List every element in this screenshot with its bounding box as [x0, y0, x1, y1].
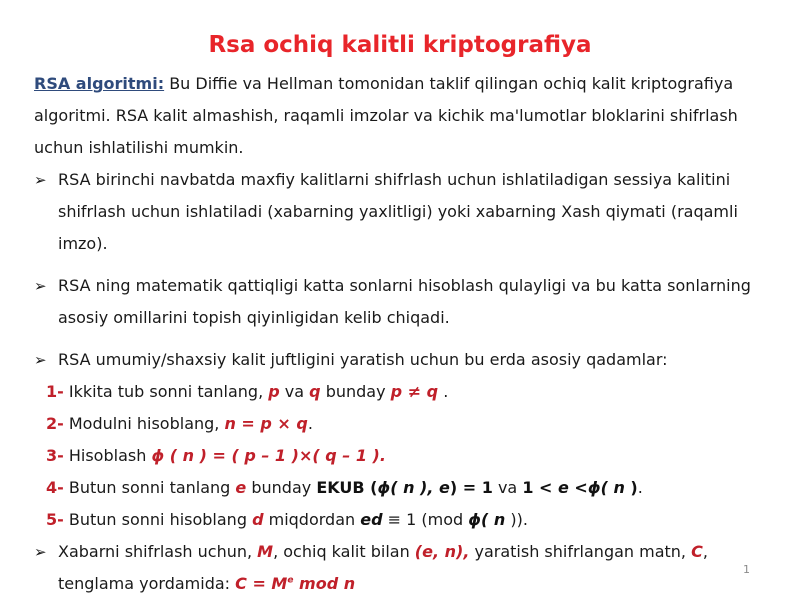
math-formula: ϕ ( n ) = ( p – 1 )×( q – 1 ). [151, 446, 386, 465]
step-1 [46, 376, 448, 408]
step-text: . [438, 382, 449, 401]
step-text: Hisoblash [63, 446, 152, 465]
math-formula: (e, n), [414, 542, 470, 561]
intro-text: Bu Diffie va Hellman tomonidan taklif qilingan ochiq kalit kriptografiya algoritmi. RSA kalit almashish, raqamli imzolar va kichik ma'lumotlar bloklarini shifrlash uchun ishlatilishi mumkin. [34, 74, 738, 157]
math-var: M [257, 542, 274, 561]
step-text: ≡ 1 (mod [382, 510, 469, 529]
step-text: )). [505, 510, 528, 529]
step-4 [46, 472, 643, 504]
step-text: Butun sonni tanlang [63, 478, 236, 497]
math-formula: 1 < [522, 478, 558, 497]
slide-title: Rsa ochiq kalitli kriptografiya [208, 32, 592, 58]
math-formula: ) [624, 478, 638, 497]
bullet-session-key [34, 164, 770, 260]
step-text: va [492, 478, 523, 497]
bullet-text-part: , ochiq kalit bilan [273, 542, 415, 561]
step-number: 3- [46, 446, 64, 465]
math-formula: ϕ( n [587, 478, 625, 497]
math-formula: < [568, 478, 588, 497]
bullet-text-part: tenglama yordamida: [58, 574, 236, 593]
step-text: Modulni hisoblang, [63, 414, 225, 433]
intro-paragraph [34, 68, 770, 164]
step-text: . [637, 478, 643, 497]
arrow-bullet-icon: ➢ [34, 351, 47, 369]
bullet-text: RSA ning matematik qattiqligi katta sonlarni hisoblash qulayligi va bu katta sonlarning asosiy omillarini topish qiyinligidan kelib chiqadi. [58, 276, 751, 327]
step-number: 4- [46, 478, 64, 497]
bullet-text [58, 536, 770, 600]
bullet-text-part: yaratish shifrlangan matn, [469, 542, 692, 561]
step-text: bunday [246, 478, 317, 497]
math-var: e [558, 478, 569, 497]
step-3 [46, 440, 386, 472]
math-var: C [691, 542, 703, 561]
step-number: 1- [46, 382, 64, 401]
step-5 [46, 504, 528, 536]
math-var: ed [360, 510, 383, 529]
page-number: 1 [743, 563, 750, 576]
step-text: Ikkita tub sonni tanlang, [63, 382, 269, 401]
math-var: p [268, 382, 280, 401]
math-formula: EKUB ( [316, 478, 378, 497]
bullet-text-part: Xabarni shifrlash uchun, [58, 542, 258, 561]
step-number: 5- [46, 510, 64, 529]
bullet-text-part: , [702, 542, 708, 561]
math-formula: ) = 1 [449, 478, 493, 497]
step-text: . [307, 414, 313, 433]
bullet-key-steps [34, 344, 770, 376]
arrow-bullet-icon: ➢ [34, 171, 47, 189]
math-formula: C = M [235, 574, 288, 593]
math-formula: n = p × q [224, 414, 308, 433]
math-formula: ϕ( n ), e [377, 478, 450, 497]
bullet-encrypt-formula [34, 536, 770, 600]
math-var: d [252, 510, 264, 529]
math-formula: ϕ( n [468, 510, 506, 529]
bullet-text: RSA birinchi navbatda maxfiy kalitlarni shifrlash uchun ishlatiladigan sessiya kalitini shifrlash uchun ishlatiladi (xabarning yaxlitligi) yoki xabarning Xash qiymati (raqamli imzo). [58, 170, 738, 253]
step-text: va [279, 382, 310, 401]
math-var: e [235, 478, 247, 497]
math-formula: p ≠ q [390, 382, 439, 401]
math-var: q [309, 382, 321, 401]
step-2 [46, 408, 313, 440]
bullet-math-hardness [34, 270, 770, 334]
step-number: 2- [46, 414, 64, 433]
step-text: bunday [320, 382, 391, 401]
bullet-text: RSA umumiy/shaxsiy kalit juftligini yaratish uchun bu erda asosiy qadamlar: [58, 350, 668, 369]
step-text: Butun sonni hisoblang [63, 510, 253, 529]
intro-lead: RSA algoritmi: [34, 74, 165, 93]
math-formula: mod n [293, 574, 356, 593]
step-text: miqdordan [263, 510, 361, 529]
arrow-bullet-icon: ➢ [34, 277, 47, 295]
arrow-bullet-icon: ➢ [34, 543, 47, 561]
math-superscript: e [287, 575, 294, 586]
